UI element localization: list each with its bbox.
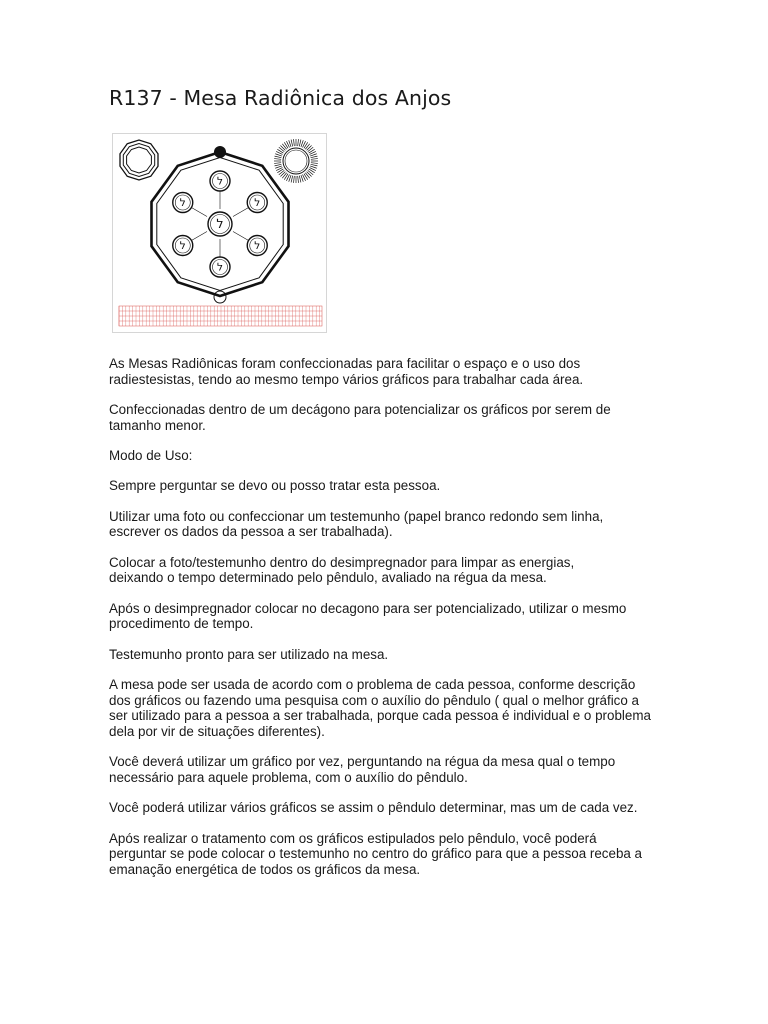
radionic-table-drawing [113,134,326,332]
sun-ray-icon [307,145,312,150]
paragraph: Após realizar o tratamento com os gráficos estipulados pelo pêndulo, você poderá perguntar se pode colocar o testemunho no centro do gráfico para que a pessoa receba a emanação energética de todos os gráficos da mesa. [109,830,643,877]
sun-ray-icon [311,163,318,164]
sun-ray-icon [311,159,318,160]
body-text [109,356,669,892]
connector-arrow-icon [191,232,207,241]
sun-ray-icon [274,159,281,160]
paragraph: Utilizar uma foto ou confeccionar um testemunho (papel branco redondo sem linha, escrever os dados da pessoa a ser trabalhada). [109,508,604,540]
paragraph: Você deverá utilizar um gráfico por vez, perguntando na régua da mesa qual o tempo necessário para aquele problema, com o auxílio do pêndulo. [109,754,616,785]
sun-ray-icon [291,176,293,183]
angel-symbol-icon: ל [216,216,224,232]
page-title: R137 - Mesa Radiônica dos Anjos [109,86,452,110]
paragraph: A mesa pode ser usada de acordo com o problema de cada pessoa, conforme descrição dos gráficos ou fazendo uma pesquisa com o auxílio do pêndulo ( qual o melhor gráfico a ser utilizado para a pessoa a ser trabalhada, porque cada pessoa é individual e o problema dela por vir de situações diferentes). [109,677,651,739]
paragraph: Sempre perguntar se devo ou posso tratar esta pessoa. [109,478,441,494]
sun-ray-icon [311,156,318,158]
paragraph: Testemunho pronto para ser utilizado na mesa. [109,646,389,662]
sun-ray-icon [291,140,293,147]
sun-ray-icon [294,176,295,183]
paragraph: Você poderá utilizar vários gráficos se assim o pêndulo determinar, mas um de cada vez. [109,800,638,816]
angel-symbol-icon: ל [217,175,223,188]
connector-arrow-icon [233,232,249,241]
sun-ray-icon [294,139,295,146]
sun-ray-icon [299,176,301,183]
sun-ray-icon [298,176,299,183]
angel-symbol-icon: ל [179,197,186,209]
section-heading: Modo de Uso: [109,447,193,463]
sun-ray-icon [280,145,285,150]
paragraph: Após o desimpregnador colocar no decagono para ser potencializado, utilizar o mesmo procedimento de tempo. [109,600,627,632]
radionic-table-figure [112,133,327,333]
sun-ray-icon [299,140,301,147]
angel-symbol-icon: ל [254,197,261,209]
connector-arrow-icon [191,208,207,217]
sun-emblem-icon [285,150,307,172]
sun-ray-icon [274,163,281,164]
sun-ray-icon [307,172,312,177]
small-decagon-icon [123,144,154,177]
paragraph: Confeccionadas dentro de um decágono para potencializar os gráficos por serem de tamanho menor. [109,401,611,433]
angel-symbol-icon: ל [254,240,261,252]
sun-emblem-icon [283,148,309,174]
angel-symbol-icon: ל [179,240,186,252]
paragraph: Colocar a foto/testemunho dentro do desimpregnador para limpar as energias, deixando o tempo determinado pelo pêndulo, avaliado na régua da mesa. [109,554,575,586]
sun-ray-icon [280,172,285,177]
sun-ray-icon [275,156,282,158]
sun-ray-icon [298,139,299,146]
small-decagon-icon [127,147,152,173]
sun-ray-icon [275,164,282,166]
paragraph: As Mesas Radiônicas foram confeccionadas para facilitar o espaço e o uso dos radiestesistas, tendo ao mesmo tempo vários gráficos para trabalhar cada área. [109,356,584,387]
connector-arrow-icon [233,208,249,217]
small-decagon-icon [120,140,158,180]
sun-ray-icon [311,164,318,166]
angel-symbol-icon: ל [217,261,223,274]
